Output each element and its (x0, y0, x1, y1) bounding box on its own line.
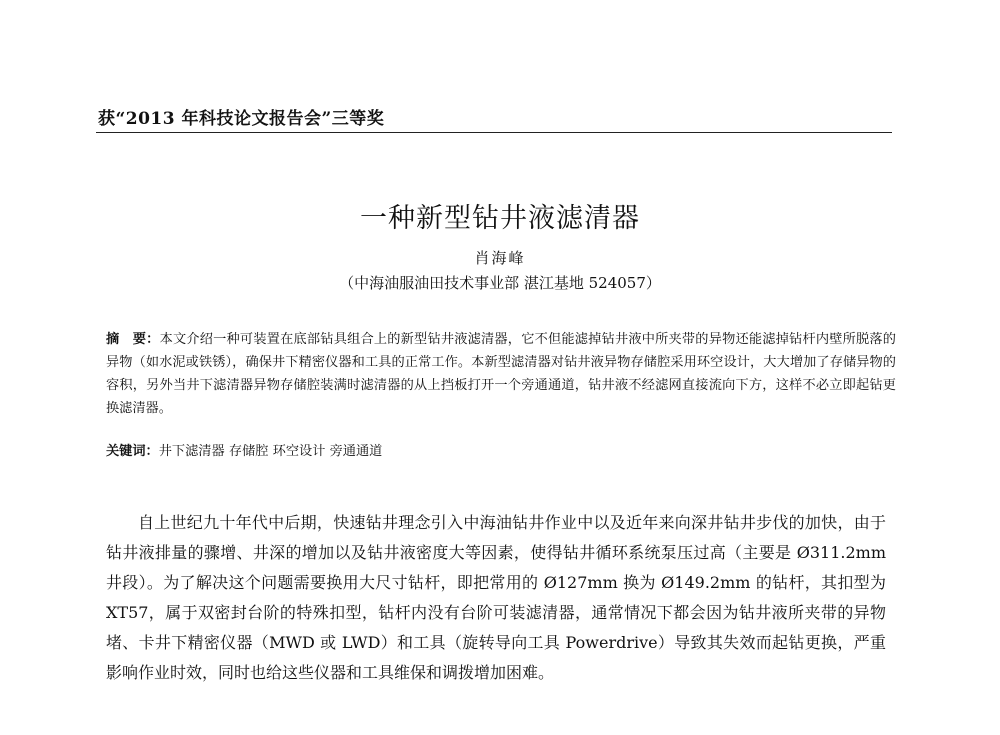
paper-title: 一种新型钻井液滤清器 (360, 203, 640, 234)
author-name: 肖海峰 (474, 249, 526, 267)
author-affiliation: （中海油服油田技术事业部 湛江基地 524057） (339, 274, 661, 292)
keywords-block (106, 440, 896, 463)
keywords-text: 井下滤清器 存储腔 环空设计 旁通通道 (158, 444, 383, 459)
abstract-label: 摘 要： (106, 332, 160, 347)
keywords-label: 关键词： (106, 444, 159, 459)
award-header: 获“2013 年科技论文报告会”三等奖 (98, 109, 385, 129)
header-rule (96, 132, 892, 133)
abstract-block (106, 328, 896, 420)
body-paragraph: 自上世纪九十年代中后期，快速钻井理念引入中海油钻井作业中以及近年来向深井钻井步伐的加快，由于钻井液排量的骤增、井深的增加以及钻井液密度大等因素，使得钻井循环系统泵压过高（主要是 Ø311.2mm 井段）。为了解决这个问题需要换用大尺寸钻杆，即把常用的 Ø127mm 换为 Ø149.2mm 的钻杆，其扣型为 XT57，属于双密封台阶的特殊扣型，钻杆内没有台阶可装滤清器，通常情况下都会因为钻井液所夹带的异物堵、卡井下精密仪器（MWD 或 LWD）和工具（旋转导向工具 Powerdrive）导致其失效而起钻更换，严重影响作业时效，同时也给这些仪器和工具维保和调拨增加困难。 (106, 513, 886, 682)
abstract-text: 本文介绍一种可装置在底部钻具组合上的新型钻井液滤清器，它不但能滤掉钻井液中所夹带的异物还能滤掉钻杆内壁所脱落的异物（如水泥或铁锈），确保井下精密仪器和工具的正常工作。本新型滤清器对钻井液异物存储腔采用环空设计，大大增加了存储异物的容积，另外当井下滤清器异物存储腔装满时滤清器的从上挡板打开一个旁通通道，钻井液不经滤网直接流向下方，这样不必立即起钻更换滤清器。 (106, 332, 896, 416)
